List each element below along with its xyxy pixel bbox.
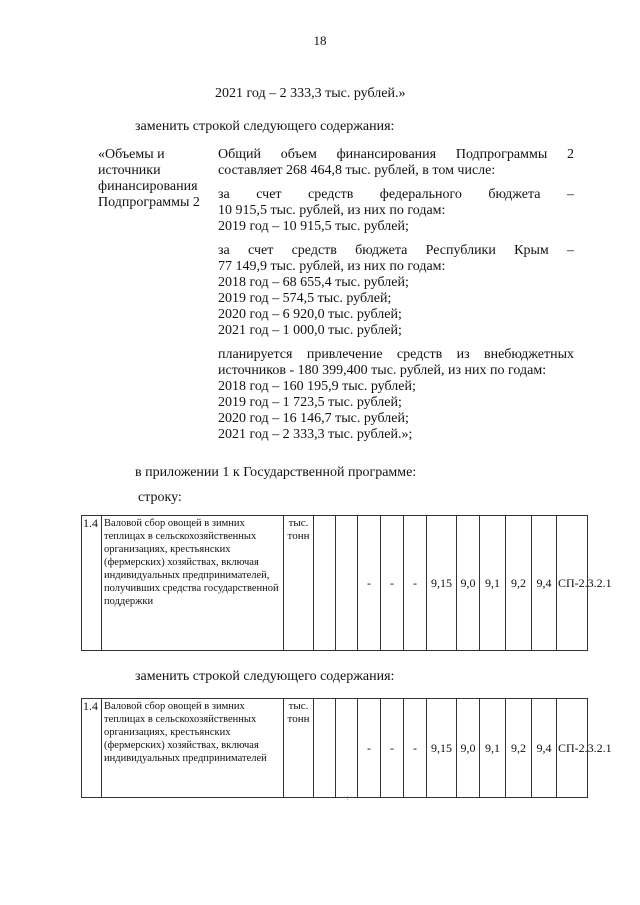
value-cell: 9,0 [457,516,480,651]
republic-line: 2018 год – 68 655,4 тыс. рублей; [218,275,409,290]
unit-cell: тыс. тонн [284,516,314,651]
value-cell: - [404,699,427,798]
table-row [82,699,588,798]
old-indicator-table [81,515,612,651]
extrabudget-line: 2019 год – 1 723,5 тыс. рублей; [218,395,402,410]
value-cell: 9,4 [532,699,557,798]
indicator-name: Валовой сбор овощей в зимних теплицах в сельскохозяйственных организациях, крестьянских (фермерских) хозяйствах, включая индивидуальных предпринимателей, получивших средства государственной поддержки [102,516,284,651]
value-cell: 9,0 [457,699,480,798]
extrabudget-line: планируется привлечение средств из внебюджетных [218,347,574,362]
page-number: 18 [313,33,327,48]
replace-instruction-1: заменить строкой следующего содержания: [135,119,395,134]
financing-label-line: финансирования [98,179,198,194]
extrabudget-line: источников - 180 399,400 тыс. рублей, из них по годам: [218,363,547,378]
intro-line: составляет 268 464,8 тыс. рублей, в том числе: [218,163,496,178]
row-number: 1.4 [82,516,102,651]
unit-cell: тыс. тонн [284,699,314,798]
value-cell: - [358,699,381,798]
value-cell: 9,1 [480,699,506,798]
row-number: 1.4 [82,699,102,798]
financing-details [218,147,574,443]
table-row [82,516,588,651]
scan-artifact: ·:· [343,793,354,802]
republic-line: 2021 год – 1 000,0 тыс. рублей; [218,323,402,338]
value-cell [336,699,358,802]
intro-line: Общий объем финансирования Подпрограммы 2 [218,147,574,162]
federal-line: за счет средств федерального бюджета – [218,187,574,202]
financing-label-line: источники [98,163,161,178]
financing-label-line: Подпрограммы 2 [98,195,200,210]
federal-line: 10 915,5 тыс. рублей, из них по годам: [218,203,446,218]
value-cell [314,699,336,798]
value-cell [336,516,358,651]
value-cell: - [358,516,381,651]
value-cell: 9,1 [480,516,506,651]
value-cell: 9,4 [532,516,557,651]
financing-label [98,147,208,211]
extrabudget-line: 2021 год – 2 333,3 тыс. рублей.»; [218,427,413,442]
line-2021-amount: 2021 год – 2 333,3 тыс. рублей.» [215,86,406,101]
indicator-name: Валовой сбор овощей в зимних теплицах в сельскохозяйственных организациях, крестьянских (фермерских) хозяйствах, включая индивидуальных предпринимателей [102,699,284,798]
value-cell: - [404,516,427,651]
code-cell: СП-2.3.2.1 [557,516,588,651]
value-cell: 9,15 [427,516,457,651]
value-cell: - [381,516,404,651]
republic-line: за счет средств бюджета Республики Крым – [218,243,574,258]
value-cell: 9,2 [506,699,532,798]
federal-line: 2019 год – 10 915,5 тыс. рублей; [218,219,409,234]
extrabudget-line: 2018 год – 160 195,9 тыс. рублей; [218,379,416,394]
republic-line: 77 149,9 тыс. рублей, из них по годам: [218,259,446,274]
value-cell: 9,15 [427,699,457,798]
value-cell [314,516,336,651]
republic-line: 2020 год – 6 920,0 тыс. рублей; [218,307,402,322]
replace-instruction-2: заменить строкой следующего содержания: [135,669,395,684]
appendix-instruction: в приложении 1 к Государственной программе: [135,465,417,480]
row-label: строку: [138,490,182,505]
value-cell: 9,2 [506,516,532,651]
extrabudget-line: 2020 год – 16 146,7 тыс. рублей; [218,411,409,426]
value-cell: - [381,699,404,798]
code-cell: СП-2.3.2.1 [557,699,588,798]
new-indicator-table [81,698,612,802]
financing-label-line: «Объемы и [98,147,165,162]
republic-line: 2019 год – 574,5 тыс. рублей; [218,291,392,306]
